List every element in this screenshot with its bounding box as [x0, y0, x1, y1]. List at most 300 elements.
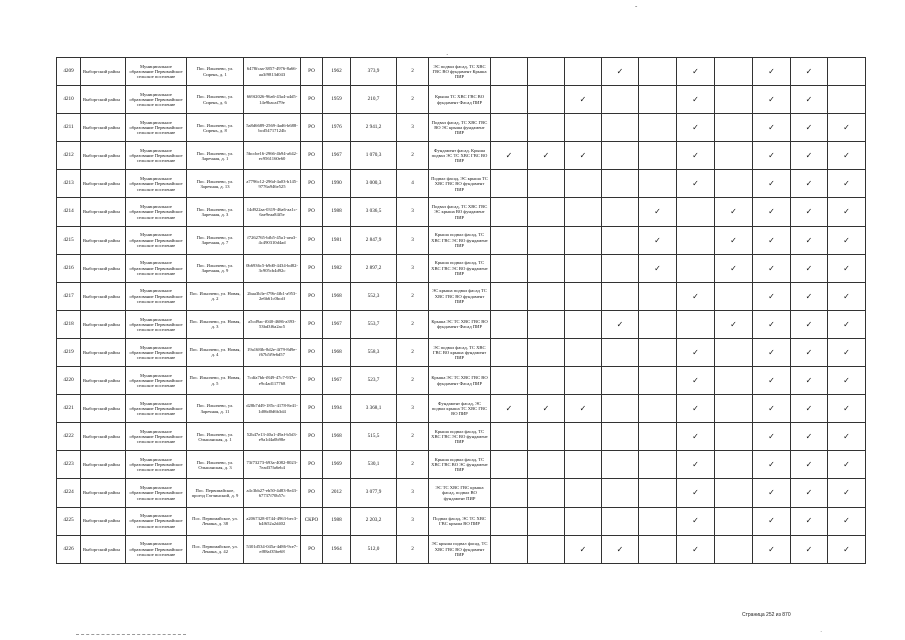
checkmark-icon: ✓: [715, 310, 753, 338]
checkmark-icon: ✓: [715, 226, 753, 254]
district-cell: Выборгский район: [81, 58, 126, 86]
checkmark-icon: ✓: [491, 142, 528, 170]
empty-cell: [565, 198, 602, 226]
municipality-cell: Муниципальное образование Первомайское сельское поселение: [126, 451, 187, 479]
area-cell: 2 203,2: [351, 507, 397, 535]
checkmark-icon: ✓: [565, 86, 602, 114]
year-cell: 1959: [323, 86, 351, 114]
area-cell: 3 036,5: [351, 198, 397, 226]
empty-cell: [602, 479, 639, 507]
guid-cell: 2baa3b3e-f79b-4fb1-a953-2e6b61c0bcdf: [244, 282, 301, 310]
year-cell: 1994: [323, 395, 351, 423]
municipality-cell: Муниципальное образование Первомайское сельское поселение: [126, 367, 187, 395]
works-cell: Крыша подвал фасад, ТС ХВС ГВС ЭС ВО фундамент ПИР: [429, 423, 491, 451]
empty-cell: [677, 226, 715, 254]
floors-cell: 2: [397, 310, 429, 338]
checkmark-icon: ✓: [528, 142, 565, 170]
checkmark-icon: ✓: [791, 310, 828, 338]
empty-cell: [491, 367, 528, 395]
housing-register-table: [56, 57, 866, 564]
district-cell: Выборгский район: [81, 310, 126, 338]
empty-cell: [528, 451, 565, 479]
area-cell: 515,5: [351, 423, 397, 451]
address-cell: Пос. Ильичево, ул. Заречная, д. 13: [187, 170, 244, 198]
works-cell: ЭС подвал фасад, ТС ХВС ГВС ВО фундамент Крыша ПИР: [429, 58, 491, 86]
year-cell: 1988: [323, 198, 351, 226]
empty-cell: [528, 507, 565, 535]
empty-cell: [602, 114, 639, 142]
empty-cell: [491, 58, 528, 86]
empty-cell: [528, 254, 565, 282]
form-cell: РО: [301, 170, 323, 198]
checkmark-icon: ✓: [828, 479, 866, 507]
year-cell: 1982: [323, 254, 351, 282]
row-id: 4218: [57, 310, 81, 338]
table-row: [57, 395, 866, 423]
floors-cell: 4: [397, 170, 429, 198]
checkmark-icon: ✓: [677, 479, 715, 507]
form-cell: РО: [301, 310, 323, 338]
checkmark-icon: ✓: [753, 338, 791, 366]
empty-cell: [491, 170, 528, 198]
table-row: [57, 58, 866, 86]
district-cell: Выборгский район: [81, 86, 126, 114]
empty-cell: [565, 254, 602, 282]
row-id: 4212: [57, 142, 81, 170]
floors-cell: 3: [397, 198, 429, 226]
district-cell: Выборгский район: [81, 367, 126, 395]
form-cell: РО: [301, 367, 323, 395]
checkmark-icon: ✓: [828, 170, 866, 198]
floors-cell: 3: [397, 507, 429, 535]
works-cell: ЭС крыша подвал фасад ТС ХВС ГВС ВО фундамент ПИР: [429, 282, 491, 310]
checkmark-icon: ✓: [791, 198, 828, 226]
checkmark-icon: ✓: [791, 170, 828, 198]
checkmark-icon: ✓: [677, 395, 715, 423]
checkmark-icon: ✓: [677, 58, 715, 86]
checkmark-icon: ✓: [828, 282, 866, 310]
empty-cell: [528, 170, 565, 198]
year-cell: 1988: [323, 507, 351, 535]
empty-cell: [565, 507, 602, 535]
form-cell: РО: [301, 282, 323, 310]
checkmark-icon: ✓: [791, 423, 828, 451]
year-cell: 1967: [323, 367, 351, 395]
table-row: [57, 170, 866, 198]
empty-cell: [491, 535, 528, 563]
row-id: 4215: [57, 226, 81, 254]
works-cell: ЭС крыша подвал фасад, ТС ХВС ГВС ВО фундамент ПИР: [429, 535, 491, 563]
district-cell: Выборгский район: [81, 451, 126, 479]
top-mark: -: [635, 2, 638, 10]
table-body: [57, 58, 866, 564]
year-cell: 1968: [323, 423, 351, 451]
empty-cell: [528, 338, 565, 366]
checkmark-icon: ✓: [828, 535, 866, 563]
works-cell: Подвал фасад, ТС ХВС ГВС ЭС крыша ВО фундамент ПИР: [429, 198, 491, 226]
checkmark-icon: ✓: [828, 395, 866, 423]
works-cell: Фундамент фасад. Крыша подвал ЭС ТС ХВС ГВС ВО ПИР: [429, 142, 491, 170]
empty-cell: [565, 310, 602, 338]
table-row: [57, 310, 866, 338]
area-cell: 553,7: [351, 310, 397, 338]
floors-cell: 2: [397, 282, 429, 310]
checkmark-icon: ✓: [828, 142, 866, 170]
row-id: 4223: [57, 451, 81, 479]
floors-cell: 3: [397, 254, 429, 282]
checkmark-icon: ✓: [791, 114, 828, 142]
guid-cell: d28b7d49-185c-4178-8e41-1d06d0d6b3d4: [244, 395, 301, 423]
form-cell: РО: [301, 58, 323, 86]
empty-cell: [639, 479, 677, 507]
year-cell: 1968: [323, 338, 351, 366]
address-cell: Пос. Ильичево, ул. Заречная, д. 7: [187, 226, 244, 254]
empty-cell: [528, 423, 565, 451]
row-id: 4219: [57, 338, 81, 366]
checkmark-icon: ✓: [828, 226, 866, 254]
checkmark-icon: ✓: [602, 58, 639, 86]
checkmark-icon: ✓: [753, 142, 791, 170]
works-cell: Крыша подвал фасад, ТС ХВС ГВС ЭС ВО фундамент ПИР: [429, 226, 491, 254]
municipality-cell: Муниципальное образование Первомайское сельское поселение: [126, 338, 187, 366]
works-cell: Подвал фасад, ЭС ТС ХВС ГВС крыша ВО ПИР: [429, 507, 491, 535]
bottom-mark: ·: [820, 628, 823, 636]
empty-cell: [565, 451, 602, 479]
checkmark-icon: ✓: [828, 451, 866, 479]
municipality-cell: Муниципальное образование Первомайское сельское поселение: [126, 310, 187, 338]
floors-cell: 3: [397, 395, 429, 423]
empty-cell: [828, 86, 866, 114]
floors-cell: 2: [397, 58, 429, 86]
empty-cell: [715, 451, 753, 479]
empty-cell: [639, 86, 677, 114]
empty-cell: [565, 423, 602, 451]
checkmark-icon: ✓: [828, 114, 866, 142]
checkmark-icon: ✓: [791, 367, 828, 395]
checkmark-icon: ✓: [715, 198, 753, 226]
floors-cell: 2: [397, 535, 429, 563]
year-cell: 2012: [323, 479, 351, 507]
checkmark-icon: ✓: [753, 114, 791, 142]
checkmark-icon: ✓: [828, 423, 866, 451]
empty-cell: [639, 114, 677, 142]
area-cell: 2 847,9: [351, 226, 397, 254]
empty-cell: [715, 479, 753, 507]
checkmark-icon: ✓: [828, 310, 866, 338]
year-cell: 1967: [323, 142, 351, 170]
empty-cell: [602, 142, 639, 170]
row-id: 4222: [57, 423, 81, 451]
empty-cell: [715, 170, 753, 198]
works-cell: Крыша ЭС ТС ХВС ГВС ВО фундамент Фасад ПИР: [429, 367, 491, 395]
checkmark-icon: ✓: [639, 254, 677, 282]
form-cell: РО: [301, 86, 323, 114]
empty-cell: [715, 338, 753, 366]
municipality-cell: Муниципальное образование Первомайское сельское поселение: [126, 282, 187, 310]
municipality-cell: Муниципальное образование Первомайское сельское поселение: [126, 395, 187, 423]
empty-cell: [639, 142, 677, 170]
empty-cell: [602, 338, 639, 366]
checkmark-icon: ✓: [828, 254, 866, 282]
table-row: [57, 114, 866, 142]
district-cell: Выборгский район: [81, 507, 126, 535]
empty-cell: [491, 479, 528, 507]
guid-cell: 669f2026-96a6-43a4-a4d5-14e9bacaf79e: [244, 86, 301, 114]
table-row: [57, 254, 866, 282]
address-cell: Пос. Ильичево, ул. Сирень, д. 1: [187, 58, 244, 86]
municipality-cell: Муниципальное образование Первомайское сельское поселение: [126, 535, 187, 563]
year-cell: 1962: [323, 58, 351, 86]
checkmark-icon: ✓: [791, 395, 828, 423]
checkmark-icon: ✓: [565, 535, 602, 563]
guid-cell: a2067328-0744-4963-bec3-b4f652a2d402: [244, 507, 301, 535]
checkmark-icon: ✓: [753, 58, 791, 86]
empty-cell: [528, 198, 565, 226]
district-cell: Выборгский район: [81, 479, 126, 507]
checkmark-icon: ✓: [677, 338, 715, 366]
table-row: [57, 451, 866, 479]
row-id: 4209: [57, 58, 81, 86]
empty-cell: [639, 310, 677, 338]
checkmark-icon: ✓: [528, 395, 565, 423]
works-cell: ЭС ТС ХВС ГВС крыша фасад, подвал ВО фундамент ПИР: [429, 479, 491, 507]
table-row: [57, 367, 866, 395]
empty-cell: [491, 254, 528, 282]
municipality-cell: Муниципальное образование Первомайское сельское поселение: [126, 226, 187, 254]
checkmark-icon: ✓: [753, 86, 791, 114]
works-cell: Крыша подвал фасад, ТС ХВС ГВС ВО ЭС фундамент ПИР: [429, 451, 491, 479]
empty-cell: [565, 338, 602, 366]
form-cell: РО: [301, 114, 323, 142]
works-cell: Фундамент фасад, ЭС подвал крыша ТС ХВС ГВС ВО ПИР: [429, 395, 491, 423]
form-cell: РО: [301, 142, 323, 170]
checkmark-icon: ✓: [715, 254, 753, 282]
address-cell: Пос. Ильичево, ул. Новая, д. 4: [187, 338, 244, 366]
year-cell: 1969: [323, 451, 351, 479]
area-cell: 3 000,3: [351, 170, 397, 198]
checkmark-icon: ✓: [753, 367, 791, 395]
empty-cell: [528, 86, 565, 114]
floors-cell: 3: [397, 226, 429, 254]
area-cell: 373,9: [351, 58, 397, 86]
floors-cell: 3: [397, 114, 429, 142]
checkmark-icon: ✓: [791, 282, 828, 310]
floors-cell: 3: [397, 479, 429, 507]
empty-cell: [715, 142, 753, 170]
address-cell: Пос. Ильичево, ул. Новая, д. 2: [187, 282, 244, 310]
table-row: [57, 142, 866, 170]
address-cell: Пос. Ильичево, ул. Новая, д. 3: [187, 310, 244, 338]
empty-cell: [639, 282, 677, 310]
checkmark-icon: ✓: [677, 507, 715, 535]
empty-cell: [491, 198, 528, 226]
form-cell: РО: [301, 479, 323, 507]
guid-cell: a4c3bb27-eb50-4d83-8e43-67737f70b57c: [244, 479, 301, 507]
checkmark-icon: ✓: [753, 395, 791, 423]
row-id: 4224: [57, 479, 81, 507]
year-cell: 1981: [323, 226, 351, 254]
empty-cell: [639, 535, 677, 563]
form-cell: РО: [301, 198, 323, 226]
empty-cell: [528, 226, 565, 254]
checkmark-icon: ✓: [753, 170, 791, 198]
address-cell: Пос. Ильичево, ул. Заречная, д. 1: [187, 142, 244, 170]
municipality-cell: Муниципальное образование Первомайское сельское поселение: [126, 114, 187, 142]
checkmark-icon: ✓: [639, 198, 677, 226]
municipality-cell: Муниципальное образование Первомайское сельское поселение: [126, 507, 187, 535]
checkmark-icon: ✓: [753, 226, 791, 254]
municipality-cell: Муниципальное образование Первомайское сельское поселение: [126, 170, 187, 198]
row-id: 4217: [57, 282, 81, 310]
checkmark-icon: ✓: [791, 58, 828, 86]
empty-cell: [602, 86, 639, 114]
empty-cell: [828, 58, 866, 86]
empty-cell: [528, 535, 565, 563]
district-cell: Выборгский район: [81, 198, 126, 226]
guid-cell: 19a168fb-8d2e-4f79-8d9e-f67b5f9e6d57: [244, 338, 301, 366]
table-row: [57, 86, 866, 114]
works-cell: Подвал фасад, ТС ХВС ГВС ВО ЭС крыша фундамент ПИР: [429, 114, 491, 142]
empty-cell: [491, 226, 528, 254]
empty-cell: [715, 423, 753, 451]
empty-cell: [677, 310, 715, 338]
year-cell: 1967: [323, 310, 351, 338]
empty-cell: [639, 507, 677, 535]
checkmark-icon: ✓: [791, 254, 828, 282]
floors-cell: 2: [397, 423, 429, 451]
form-cell: РО: [301, 254, 323, 282]
empty-cell: [602, 198, 639, 226]
table-row: [57, 282, 866, 310]
empty-cell: [491, 423, 528, 451]
form-cell: РО: [301, 226, 323, 254]
form-cell: РО: [301, 423, 323, 451]
empty-cell: [639, 395, 677, 423]
row-id: 4221: [57, 395, 81, 423]
form-cell: РО: [301, 535, 323, 563]
empty-cell: [528, 282, 565, 310]
address-cell: Пос. Первомайское, ул. Ленина, д. 42: [187, 535, 244, 563]
table-row: [57, 338, 866, 366]
empty-cell: [715, 58, 753, 86]
empty-cell: [602, 423, 639, 451]
area-cell: 2 897,2: [351, 254, 397, 282]
checkmark-icon: ✓: [677, 451, 715, 479]
year-cell: 1968: [323, 282, 351, 310]
area-cell: 2 941,2: [351, 114, 397, 142]
area-cell: 558,3: [351, 338, 397, 366]
table-row: [57, 226, 866, 254]
checkmark-icon: ✓: [828, 367, 866, 395]
checkmark-icon: ✓: [677, 170, 715, 198]
table-row: [57, 507, 866, 535]
empty-cell: [602, 254, 639, 282]
address-cell: Пос. Первомайское, ул. Ленина, д. 38: [187, 507, 244, 535]
address-cell: Пос. Первомайское, проезд Гатчинский, д. 9: [187, 479, 244, 507]
checkmark-icon: ✓: [753, 451, 791, 479]
empty-cell: [677, 254, 715, 282]
empty-cell: [602, 226, 639, 254]
checkmark-icon: ✓: [491, 395, 528, 423]
empty-cell: [491, 451, 528, 479]
district-cell: Выборгский район: [81, 535, 126, 563]
area-cell: 530,1: [351, 451, 397, 479]
checkmark-icon: ✓: [828, 198, 866, 226]
empty-cell: [528, 479, 565, 507]
empty-cell: [528, 58, 565, 86]
empty-cell: [565, 58, 602, 86]
checkmark-icon: ✓: [677, 282, 715, 310]
area-cell: 210,7: [351, 86, 397, 114]
area-cell: 512,0: [351, 535, 397, 563]
municipality-cell: Муниципальное образование Первомайское сельское поселение: [126, 254, 187, 282]
guid-cell: 5a8d6689-2569-4ad6-b688-bcd54717124b: [244, 114, 301, 142]
municipality-cell: Муниципальное образование Первомайское сельское поселение: [126, 479, 187, 507]
row-id: 4211: [57, 114, 81, 142]
table-row: [57, 423, 866, 451]
works-cell: Крыша ТС ХВС ГВС ВО фундамент Фасад ПИР: [429, 86, 491, 114]
guid-cell: 14d922aa-0319-46a6-aa1c-6ae9eaa84f5e: [244, 198, 301, 226]
checkmark-icon: ✓: [791, 338, 828, 366]
empty-cell: [491, 282, 528, 310]
checkmark-icon: ✓: [791, 451, 828, 479]
table-row: [57, 198, 866, 226]
empty-cell: [528, 367, 565, 395]
area-cell: 1 070,3: [351, 142, 397, 170]
floors-cell: 2: [397, 451, 429, 479]
row-id: 4216: [57, 254, 81, 282]
district-cell: Выборгский район: [81, 254, 126, 282]
checkmark-icon: ✓: [753, 479, 791, 507]
address-cell: Пос. Ильичево, ул. Заречная, д. 9: [187, 254, 244, 282]
district-cell: Выборгский район: [81, 395, 126, 423]
table-row: [57, 535, 866, 563]
checkmark-icon: ✓: [753, 507, 791, 535]
guid-cell: 5bccbe16-2966-4b94-a642-ec9561160e60: [244, 142, 301, 170]
guid-cell: 0b6936c5-b9d0-4434-bd82-3c905cb4d92c: [244, 254, 301, 282]
year-cell: 1964: [323, 535, 351, 563]
empty-cell: [639, 367, 677, 395]
checkmark-icon: ✓: [677, 535, 715, 563]
empty-cell: [528, 114, 565, 142]
checkmark-icon: ✓: [565, 395, 602, 423]
empty-cell: [528, 310, 565, 338]
checkmark-icon: ✓: [791, 479, 828, 507]
empty-cell: [491, 507, 528, 535]
area-cell: 523,7: [351, 367, 397, 395]
empty-cell: [602, 451, 639, 479]
municipality-cell: Муниципальное образование Первомайское сельское поселение: [126, 423, 187, 451]
empty-cell: [639, 338, 677, 366]
checkmark-icon: ✓: [677, 142, 715, 170]
municipality-cell: Муниципальное образование Первомайское сельское поселение: [126, 86, 187, 114]
empty-cell: [491, 310, 528, 338]
empty-cell: [491, 114, 528, 142]
empty-cell: [639, 451, 677, 479]
guid-cell: 73f73273-693a-4082-8023-7ead37fa6eb4: [244, 451, 301, 479]
empty-cell: [565, 479, 602, 507]
address-cell: Пос. Ильичево, ул. Заречная, д. 11: [187, 395, 244, 423]
row-id: 4213: [57, 170, 81, 198]
works-cell: Крыша ЭС ТС ХВС ГВС ВО фундамент Фасад ПИР: [429, 310, 491, 338]
district-cell: Выборгский район: [81, 170, 126, 198]
checkmark-icon: ✓: [677, 114, 715, 142]
empty-cell: [639, 170, 677, 198]
checkmark-icon: ✓: [602, 535, 639, 563]
district-cell: Выборгский район: [81, 142, 126, 170]
bottom-rule: [76, 634, 186, 635]
floors-cell: 2: [397, 142, 429, 170]
